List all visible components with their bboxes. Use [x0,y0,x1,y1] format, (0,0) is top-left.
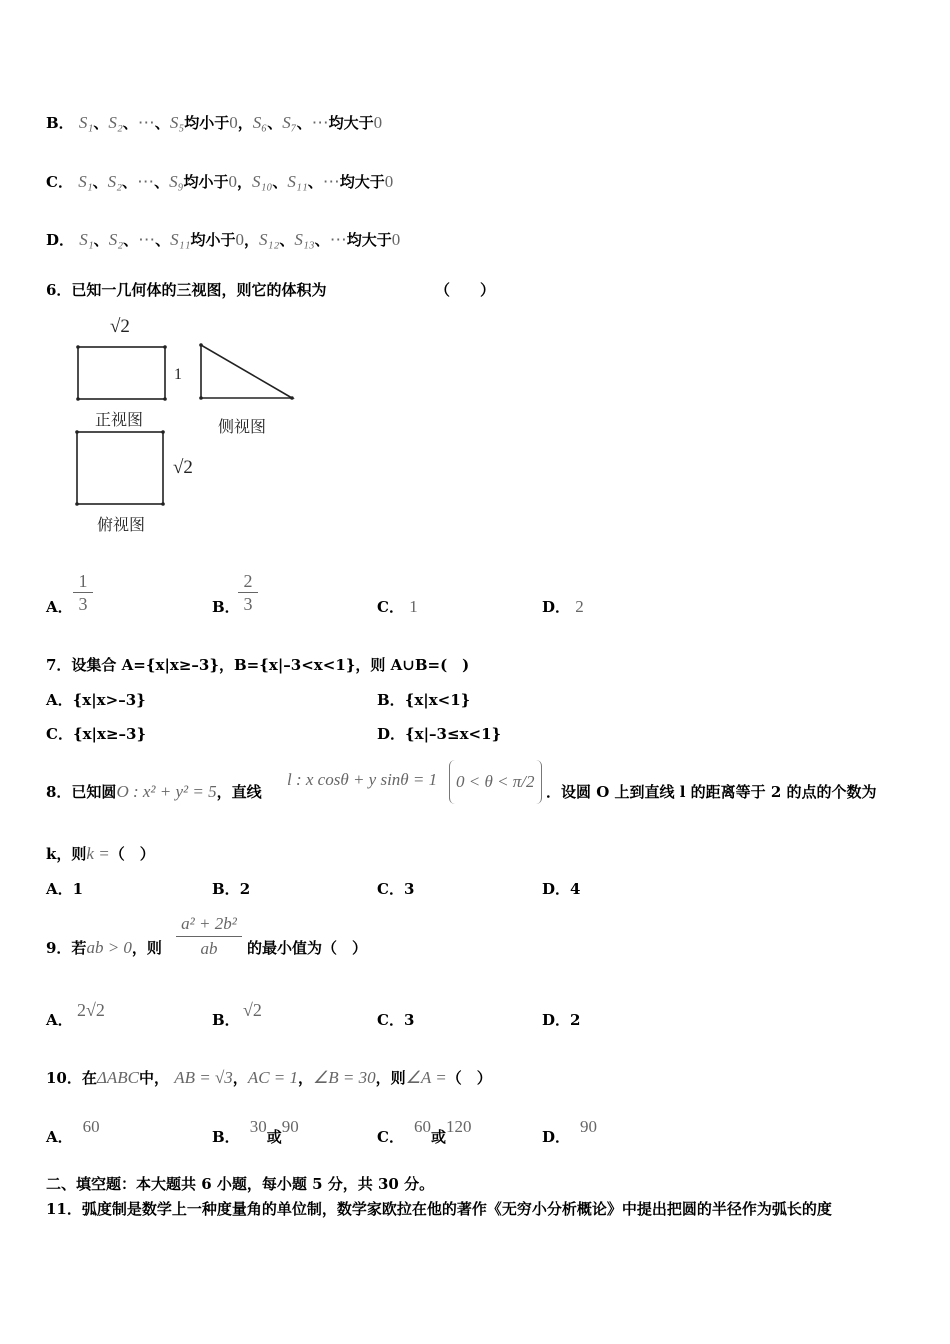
top-view-caption: 俯视图 [97,515,146,534]
q9-condition: ab > 0 [86,938,132,957]
q5b-s2: S₂ [108,113,123,132]
q8-line-eq: l : x cosθ + y sinθ = 1 [287,770,438,789]
q6-opt-a-label: A． [46,598,73,616]
q8-opt-a: A．1 [46,880,84,898]
q8-opt-d: D．4 [542,880,581,898]
q9-opt-d: D．2 [542,1011,581,1029]
q6-opt-a-fraction: $\frac{1}{3}$ [73,570,93,615]
front-view-rect [78,347,165,399]
q5-option-d: D． S₁、S₂、⋯、S₁₁均小于0，S₁₂、S₁₃、⋯均大于0 [46,230,401,249]
q9-post: 的最小值为（ ） [247,939,368,957]
top-view-rect [77,432,163,504]
q8-opt-c: C．3 [377,880,415,898]
q5b-s6: S₆ [252,113,268,132]
q5-option-b: B． S₁、S₂、⋯、S₅均小于0，S₆、S₇、⋯均大于0 [46,113,383,132]
q6-stem: 6．已知一几何体的三视图，则它的体积为 [46,281,327,299]
q11-stem: 11．弧度制是数学上一种度量角的单位制，数学家欧拉在他的著作《无穷小分析概论》中提出把圆的半径作为弧长的度 [46,1200,832,1218]
q8-line1-post: ．设圆 O 上到直线 l 的距离等于 2 的点的个数为 [546,783,877,801]
q10-line: 10．在ΔABC中， AB = √3，AC = 1，∠B = 30，则∠A =（ ） [46,1068,492,1087]
q7-stem: 7．设集合 A={x|x≥–3}，B={x|–3<x<1}，则 A∪B=( ) [46,656,470,674]
section-2-heading: 二、填空题：本大题共 6 小题，每小题 5 分，共 30 分。 [46,1175,435,1193]
q10-opt-b: B．30或90 [212,1117,299,1146]
q6-opt-b-fraction: $\frac{2}{3}$ [238,570,258,615]
q6-opt-c: C． 1 [377,597,418,616]
front-width-label: √2 [110,316,130,337]
q10-opt-d: D．90 [542,1117,598,1146]
q9-opt-b-value: √2 [243,1000,262,1020]
q10-opt-c: C．60或120 [377,1117,472,1146]
q9-opt-b: B． [212,1011,240,1029]
q7-opt-d: D．{x|–3≤x<1} [377,725,502,743]
q5b-s7: S₇ [282,113,297,132]
q9-line: 9．若ab > 0，则 [46,938,162,957]
q10-opt-a: A．60 [46,1117,100,1146]
q5-option-c: C． S₁、S₂、⋯、S₉均小于0，S₁₀、S₁₁、⋯均大于0 [46,172,394,191]
q9-opt-a-value: 2√2 [77,1000,105,1020]
q8-condition: 0 < θ < π/2 [449,760,542,804]
q9-fraction: a² + 2b² ab [176,912,242,961]
front-height-label: 1 [174,366,182,383]
q9-opt-a: A． [46,1011,73,1029]
q7-opt-c: C．{x|x≥–3} [46,725,147,743]
q7-opt-b: B．{x|x<1} [377,691,471,709]
q8-opt-b: B．2 [212,880,251,898]
top-side-label: √2 [173,457,193,478]
q8-circle-eq: O : x² + y² = 5 [116,782,217,801]
q8-line1: 8．已知圆O : x² + y² = 5，直线 [46,782,262,801]
q9-opt-c: C．3 [377,1011,415,1029]
side-view-caption: 侧视图 [218,417,267,436]
q7-opt-a: A．{x|x>–3} [46,691,146,709]
front-view-caption: 正视图 [95,410,144,429]
q8-line2: k，则k =（ ） [46,844,155,863]
q6-paren: （ ） [435,281,496,299]
side-view-triangle [201,345,292,398]
q6-opt-b-label: B． [212,598,240,616]
q5b-s5: S₅ [169,113,185,132]
q5b-s1: S₁ [78,113,94,132]
q6-opt-d: D． 2 [542,597,584,616]
